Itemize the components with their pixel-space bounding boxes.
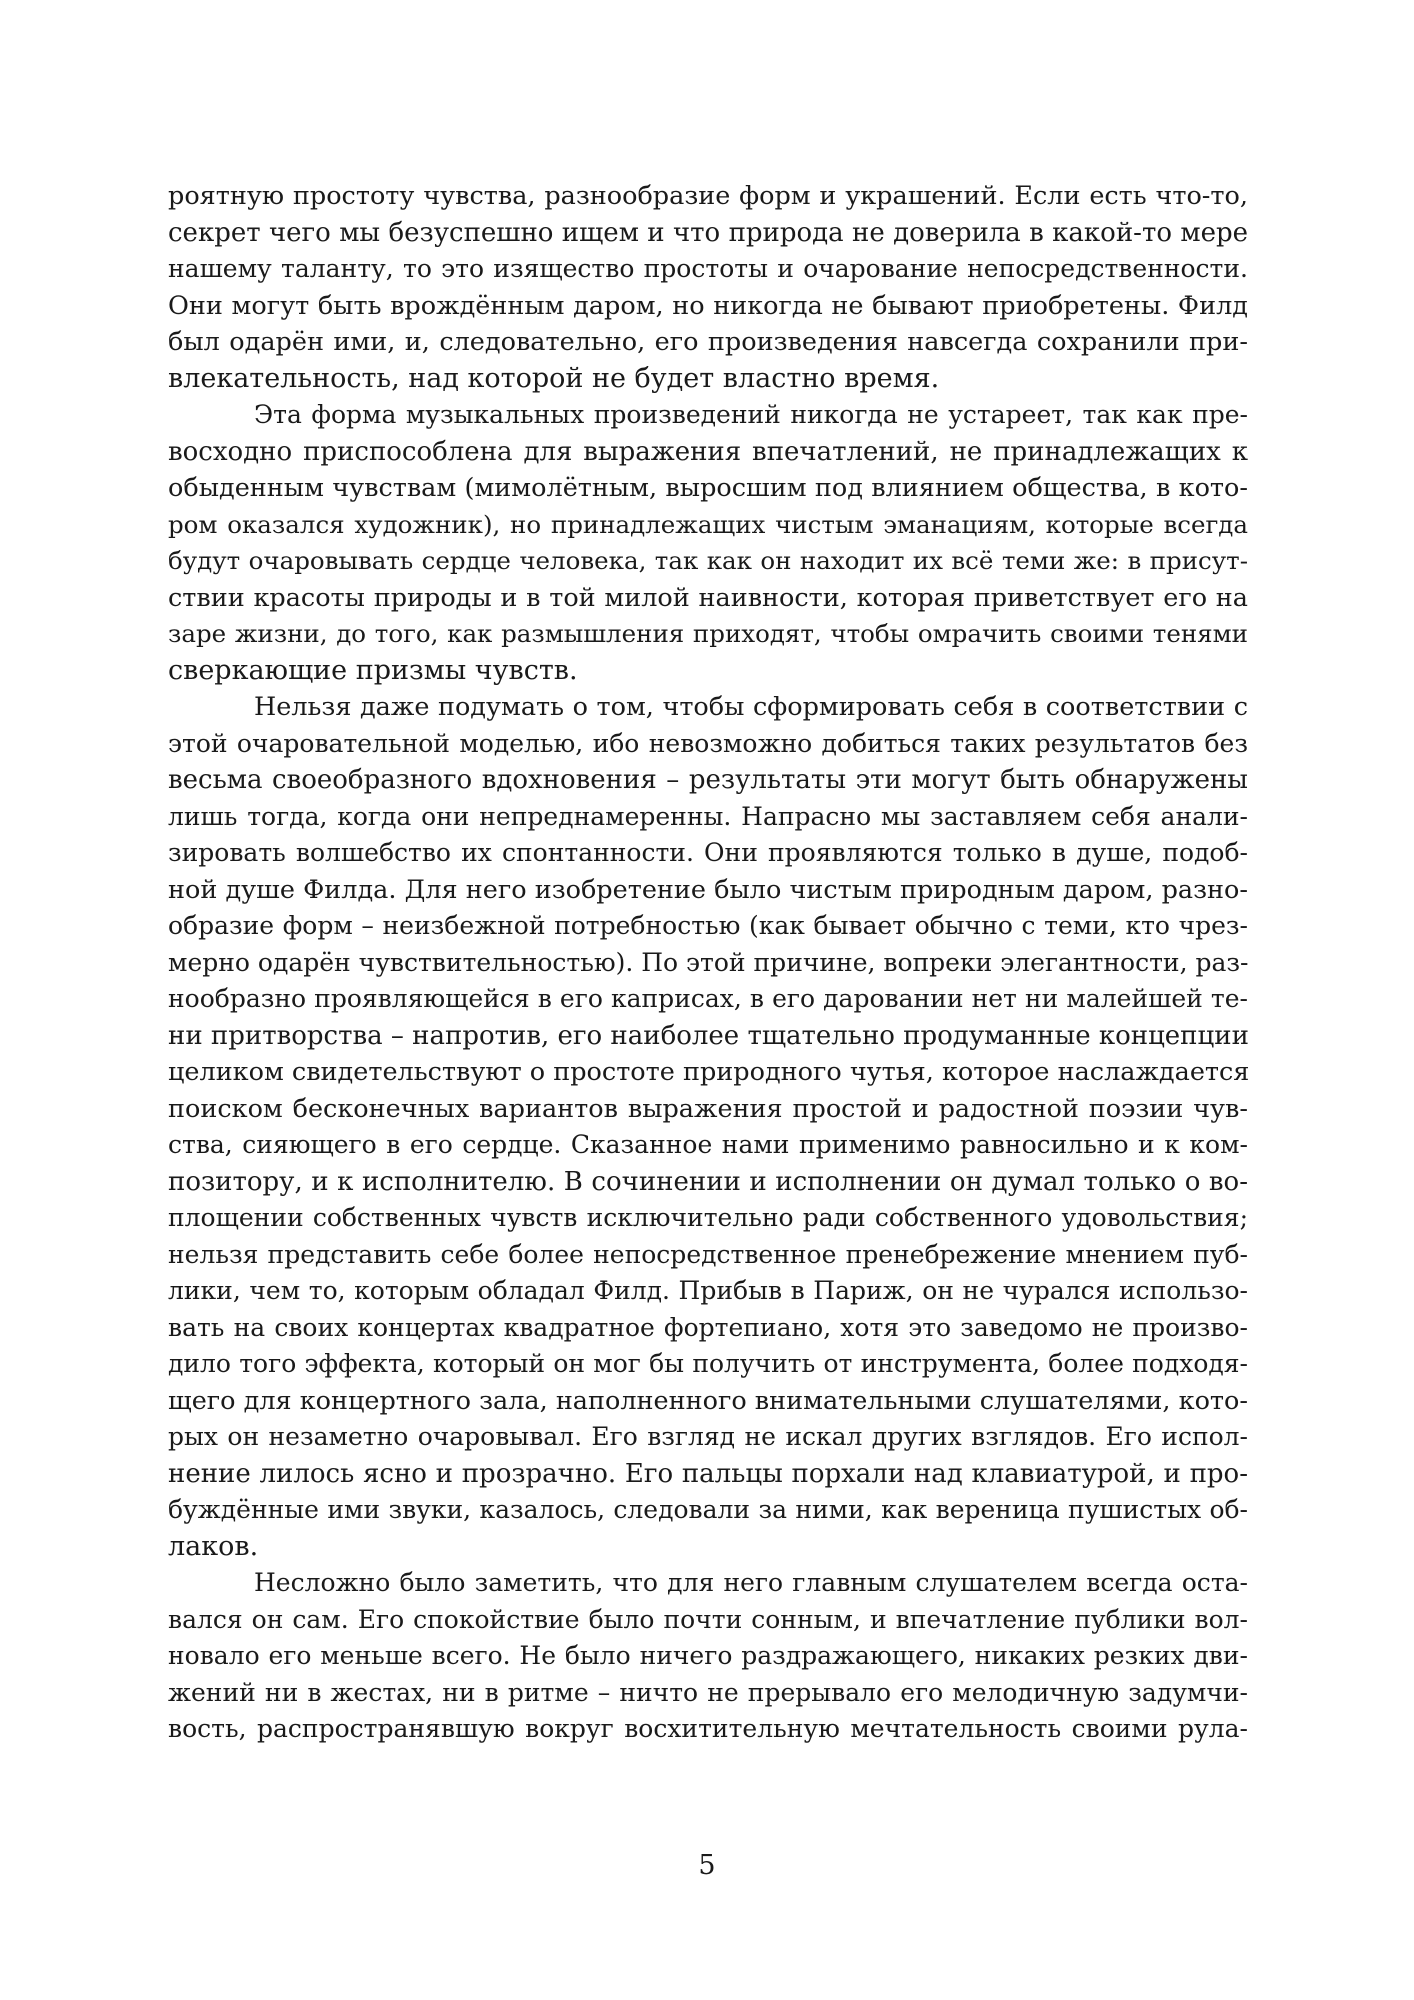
- text-line: ствии красоты природы и в той милой наивности, которая приветствует его на: [168, 582, 1248, 613]
- text-line: ной душе Филда. Для него изобретение было чистым природным даром, разно-: [168, 874, 1248, 905]
- text-line: влекательность, над которой не будет властно время.: [168, 362, 940, 394]
- text-line: Эта форма музыкальных произведений никогда не устареет, так как пре-: [254, 400, 1248, 429]
- text-line: лаков.: [168, 1530, 259, 1562]
- text-line: сверкающие призмы чувств.: [168, 654, 578, 686]
- text-line: зировать волшебство их спонтанности. Они проявляются только в душе, подоб-: [168, 838, 1248, 867]
- text-line: был одарён ими, и, следовательно, его произведения навсегда сохранили при-: [168, 327, 1248, 357]
- text-line: секрет чего мы безуспешно ищем и что природа не доверила в какой-то мере: [168, 217, 1248, 248]
- text-line: будут очаровывать сердце человека, так как он находит их всё теми же: в присут-: [168, 546, 1248, 575]
- text-line: весьма своеобразного вдохновения – результаты эти могут быть обнаружены: [168, 765, 1248, 795]
- text-line: нение лилось ясно и прозрачно. Его пальцы порхали над клавиатурой, и про-: [168, 1458, 1248, 1489]
- text-line: лики, чем то, которым обладал Филд. Прибыв в Париж, он не чурался использо-: [168, 1276, 1248, 1305]
- text-line: Несложно было заметить, что для него главным слушателем всегда оста-: [254, 1568, 1248, 1597]
- text-line: ром оказался художник), но принадлежащих чистым эманациям, которые всегда: [168, 509, 1248, 539]
- text-line: этой очаровательной моделью, ибо невозможно добиться таких результатов без: [168, 728, 1248, 758]
- text-line: восходно приспособлена для выражения впечатлений, не принадлежащих к: [168, 436, 1248, 467]
- text-line: заре жизни, до того, как размышления приходят, чтобы омрачить своими тенями: [168, 619, 1248, 648]
- text-line: роятную простоту чувства, разнообразие форм и украшений. Если есть что-то,: [168, 181, 1248, 211]
- text-line: щего для концертного зала, наполненного внимательными слушателями, кото-: [168, 1385, 1248, 1416]
- text-line: вался он сам. Его спокойствие было почти сонным, и впечатление публики вол-: [168, 1604, 1248, 1634]
- page-number: 5: [698, 1850, 716, 1881]
- text-line: мерно одарён чувствительностью). По этой причине, вопреки элегантности, раз-: [168, 947, 1249, 977]
- text-line: ни притворства – напротив, его наиболее тщательно продуманные концепции: [168, 1020, 1249, 1051]
- text-line: целиком свидетельствуют о простоте природного чутья, которое наслаждается: [168, 1057, 1250, 1087]
- text-line: нашему таланту, то это изящество простоты и очарование непосредственности.: [168, 254, 1248, 283]
- page-body: [168, 178, 1248, 1748]
- text-line: вать на своих концертах квадратное фортепиано, хотя это заведомо не произво-: [168, 1312, 1248, 1342]
- text-line: Они могут быть врождённым даром, но никогда не бывают приобретены. Филд: [168, 290, 1248, 321]
- text-line: Нельзя даже подумать о том, чтобы сформировать себя в соответствии с: [254, 692, 1248, 722]
- text-line: ства, сияющего в его сердце. Сказанное нами применимо равносильно и к ком-: [168, 1130, 1248, 1159]
- text-line: дило того эффекта, который он мог бы получить от инструмента, более подходя-: [168, 1349, 1248, 1378]
- text-line: площении собственных чувств исключительно ради собственного удовольствия;: [168, 1203, 1248, 1232]
- text-line: жений ни в жестах, ни в ритме – ничто не прерывало его мелодичную задумчи-: [168, 1677, 1248, 1707]
- text-line: образие форм – неизбежной потребностью (как бывает обычно с теми, кто чрез-: [168, 911, 1248, 940]
- text-line: нельзя представить себе более непосредственное пренебрежение мнением пуб-: [168, 1239, 1248, 1269]
- text-line: вость, распространявшую вокруг восхитительную мечтательность своими рула-: [168, 1714, 1248, 1743]
- text-line: новало его меньше всего. Не было ничего раздражающего, никаких резких дви-: [168, 1641, 1248, 1670]
- text-line: буждённые ими звуки, казалось, следовали за ними, как вереница пушистых об-: [168, 1495, 1248, 1524]
- text-line: нообразно проявляющейся в его каприсах, в его даровании нет ни малейшей те-: [168, 984, 1248, 1013]
- text-line: лишь тогда, когда они непреднамеренны. Напрасно мы заставляем себя анали-: [168, 801, 1248, 831]
- text-line: обыденным чувствам (мимолётным, выросшим под влиянием общества, в кото-: [168, 473, 1248, 503]
- text-line: позитору, и к исполнителю. В сочинении и исполнении он думал только о во-: [168, 1166, 1248, 1197]
- text-line: рых он незаметно очаровывал. Его взгляд не искал других взглядов. Его испол-: [168, 1422, 1248, 1451]
- text-line: поиском бесконечных вариантов выражения простой и радостной поэзии чув-: [168, 1093, 1248, 1124]
